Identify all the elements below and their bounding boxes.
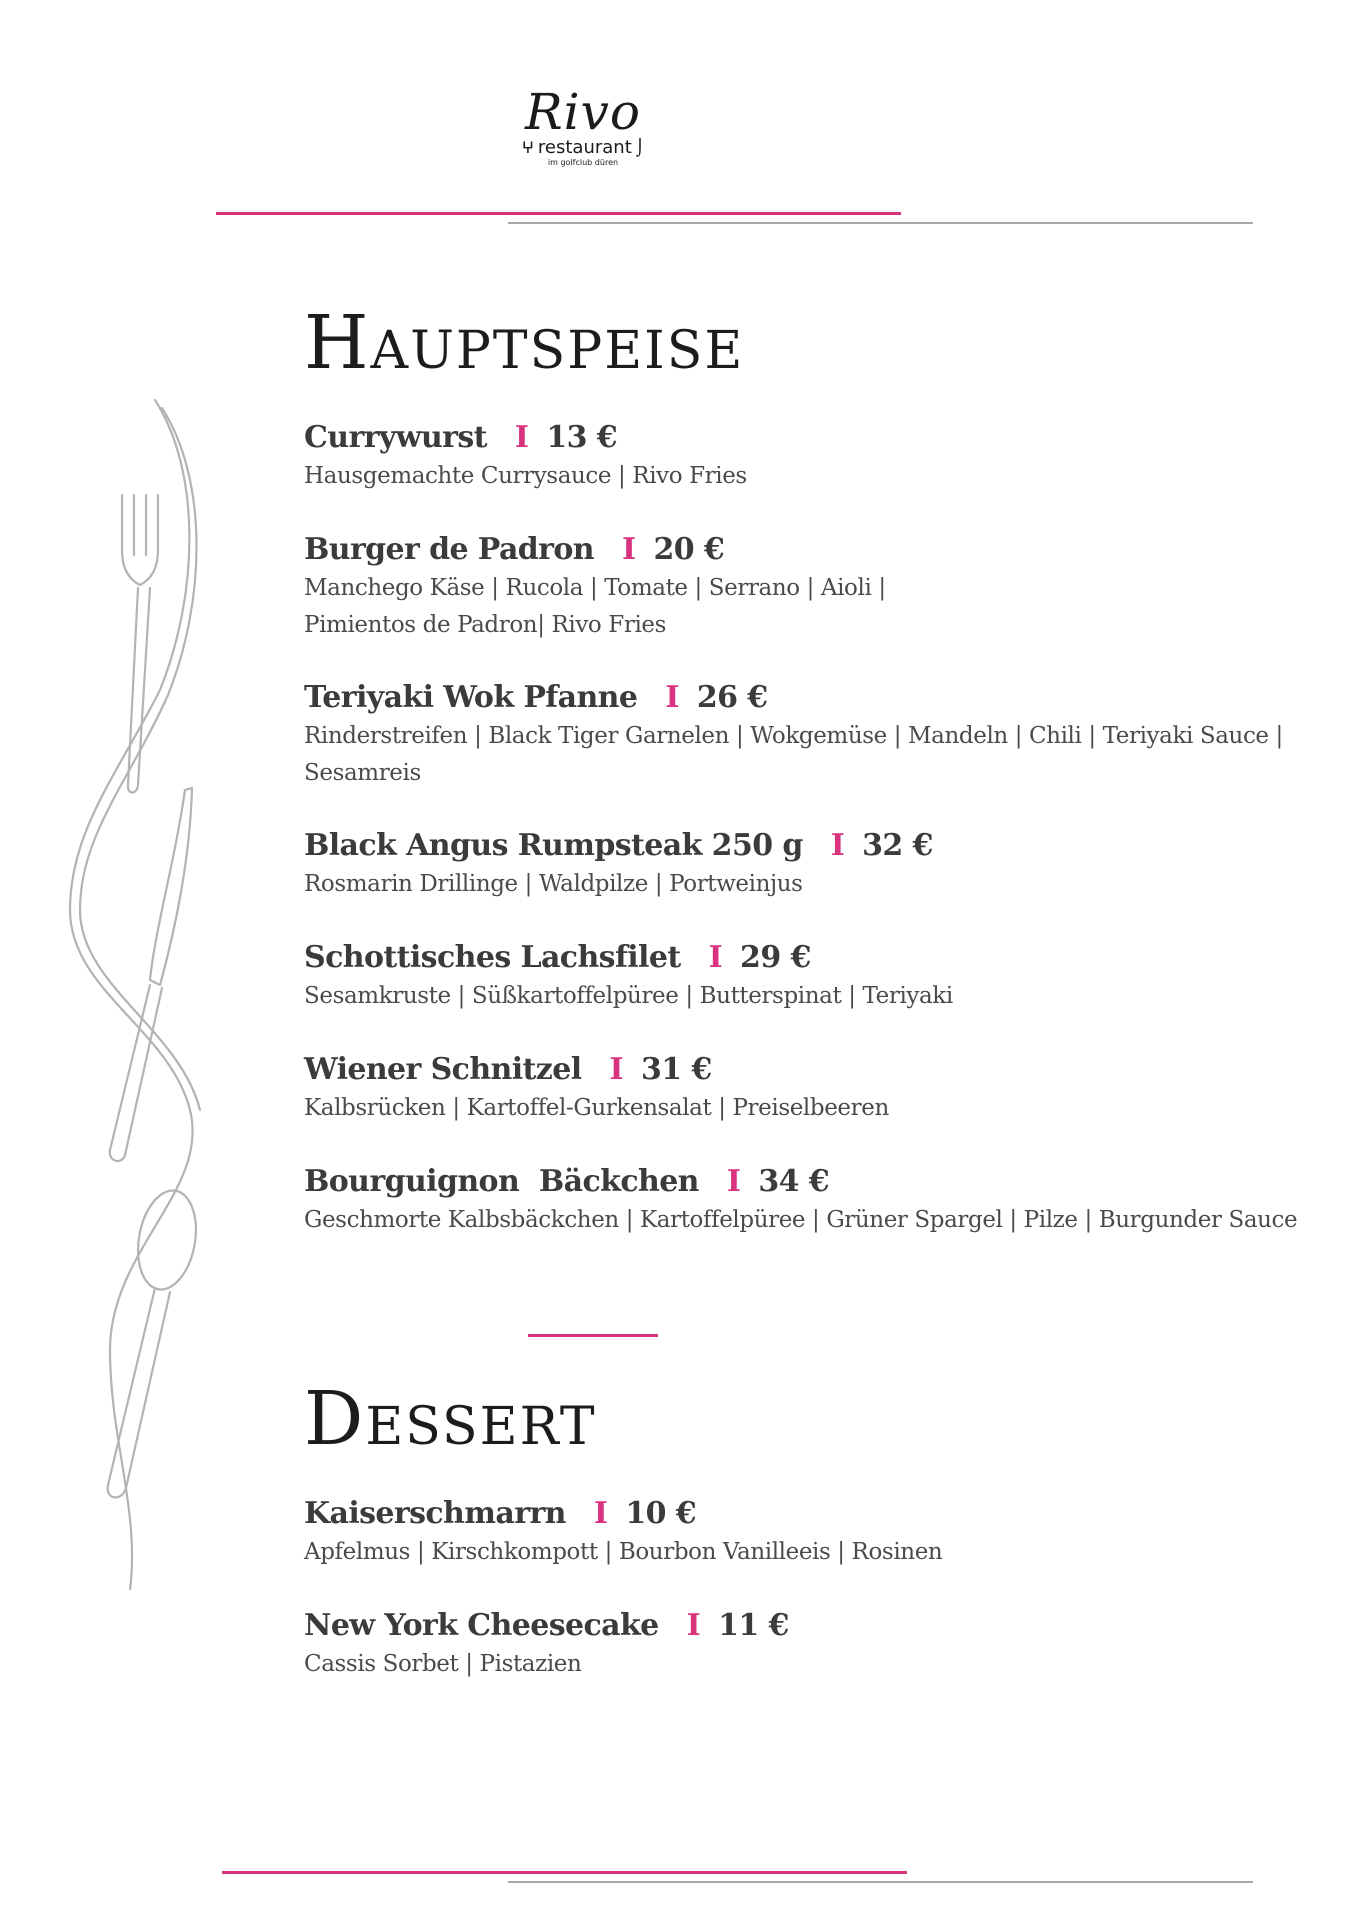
bottom-accent-rule xyxy=(222,1871,907,1874)
menu-item-price: 10 € xyxy=(625,1496,696,1531)
menu-item-header xyxy=(304,678,1304,718)
menu-item-description: Hausgemachte Currysauce | Rivo Fries xyxy=(304,463,747,489)
section-title-dessert xyxy=(304,1376,597,1462)
logo-subtitle-row xyxy=(518,138,648,158)
menu-item-description: Geschmorte Kalbsbäckchen | Kartoffelpüree | Grüner Spargel | Pilze | Burgunder Sauce xyxy=(304,1207,1298,1233)
menu-item-price: 26 € xyxy=(696,680,768,715)
section-divider xyxy=(528,1334,658,1337)
menu-item-name: Kaiserschmarrn xyxy=(304,1496,566,1531)
menu-item-description: Cassis Sorbet | Pistazien xyxy=(304,1651,582,1677)
menu-item xyxy=(304,1494,1304,1571)
menu-item xyxy=(304,826,1304,903)
top-accent-rule xyxy=(216,212,901,215)
price-separator: I xyxy=(708,940,723,975)
menu-item xyxy=(304,1606,1304,1683)
menu-item-header xyxy=(304,938,1304,978)
menu-item-description: Manchego Käse | Rucola | Tomate | Serrano | Aioli | xyxy=(304,575,886,601)
menu-item-header xyxy=(304,1606,1304,1646)
logo-tagline: im golfclub düren xyxy=(547,158,619,167)
menu-item-name: Burger de Padron xyxy=(304,532,594,567)
price-separator: I xyxy=(665,680,679,715)
menu-item-name: Teriyaki Wok Pfanne xyxy=(304,680,638,715)
menu-item-name: Wiener Schnitzel xyxy=(304,1052,582,1087)
menu-item-header xyxy=(304,826,1304,866)
price-separator: I xyxy=(686,1608,701,1643)
menu-item-name: Bourguignon Bäckchen xyxy=(304,1164,699,1199)
menu-item-price: 34 € xyxy=(758,1164,829,1199)
price-separator: I xyxy=(609,1052,623,1087)
price-separator: I xyxy=(830,828,845,863)
bottom-gray-rule xyxy=(508,1881,1253,1883)
logo-name: Rivo xyxy=(525,83,641,141)
menu-item-description: Rosmarin Drillinge | Waldpilze | Portweinjus xyxy=(304,871,803,897)
menu-item xyxy=(304,418,1304,495)
menu-item-price: 32 € xyxy=(862,828,933,863)
menu-item-name: New York Cheesecake xyxy=(304,1608,659,1643)
section-title-main xyxy=(304,300,744,386)
menu-item-header xyxy=(304,1162,1304,1202)
menu-item-description-cont: Pimientos de Padron| Rivo Fries xyxy=(304,612,667,638)
logo-subtitle: restaurant xyxy=(537,137,632,158)
restaurant-logo xyxy=(518,83,648,186)
menu-item-name: Currywurst xyxy=(304,420,487,455)
menu-item-price: 29 € xyxy=(740,940,811,975)
menu-item-price: 11 € xyxy=(718,1608,789,1643)
menu-item xyxy=(304,1050,1304,1127)
menu-item-price: 13 € xyxy=(546,420,618,455)
menu-item-header xyxy=(304,1494,1304,1534)
fork-knife-icon: ⵖ xyxy=(521,138,534,157)
price-separator: I xyxy=(622,532,636,567)
menu-item-description: Rinderstreifen | Black Tiger Garnelen | Wokgemüse | Mandeln | Chili | Teriyaki Sauce | xyxy=(304,723,1283,749)
menu-item-header xyxy=(304,418,1304,458)
price-separator: I xyxy=(593,1496,608,1531)
menu-item-header xyxy=(304,1050,1304,1090)
menu-item-description-cont: Sesamreis xyxy=(304,760,421,786)
menu-item-price: 31 € xyxy=(640,1052,712,1087)
menu-item-description: Apfelmus | Kirschkompott | Bourbon Vanilleeis | Rosinen xyxy=(304,1539,943,1565)
menu-item-name: Schottisches Lachsfilet xyxy=(304,940,681,975)
menu-item-name: Black Angus Rumpsteak 250 g xyxy=(304,828,803,863)
menu-item xyxy=(304,530,1304,644)
menu-item-price: 20 € xyxy=(653,532,725,567)
menu-item xyxy=(304,1162,1304,1239)
menu-item-description: Kalbsrücken | Kartoffel-Gurkensalat | Preiselbeeren xyxy=(304,1095,889,1121)
menu-item xyxy=(304,938,1304,1015)
cutlery-icon xyxy=(50,390,220,1590)
menu-item xyxy=(304,678,1304,792)
section-title-main-text: Hauptspeise xyxy=(304,300,745,386)
price-separator: I xyxy=(726,1164,741,1199)
menu-item-description: Sesamkruste | Süßkartoffelpüree | Butterspinat | Teriyaki xyxy=(304,983,953,1009)
section-title-dessert-text: Dessert xyxy=(304,1376,597,1462)
spoon-icon: ⌡ xyxy=(635,138,645,157)
menu-item-header xyxy=(304,530,1304,570)
top-gray-rule xyxy=(508,222,1253,224)
price-separator: I xyxy=(514,420,529,455)
